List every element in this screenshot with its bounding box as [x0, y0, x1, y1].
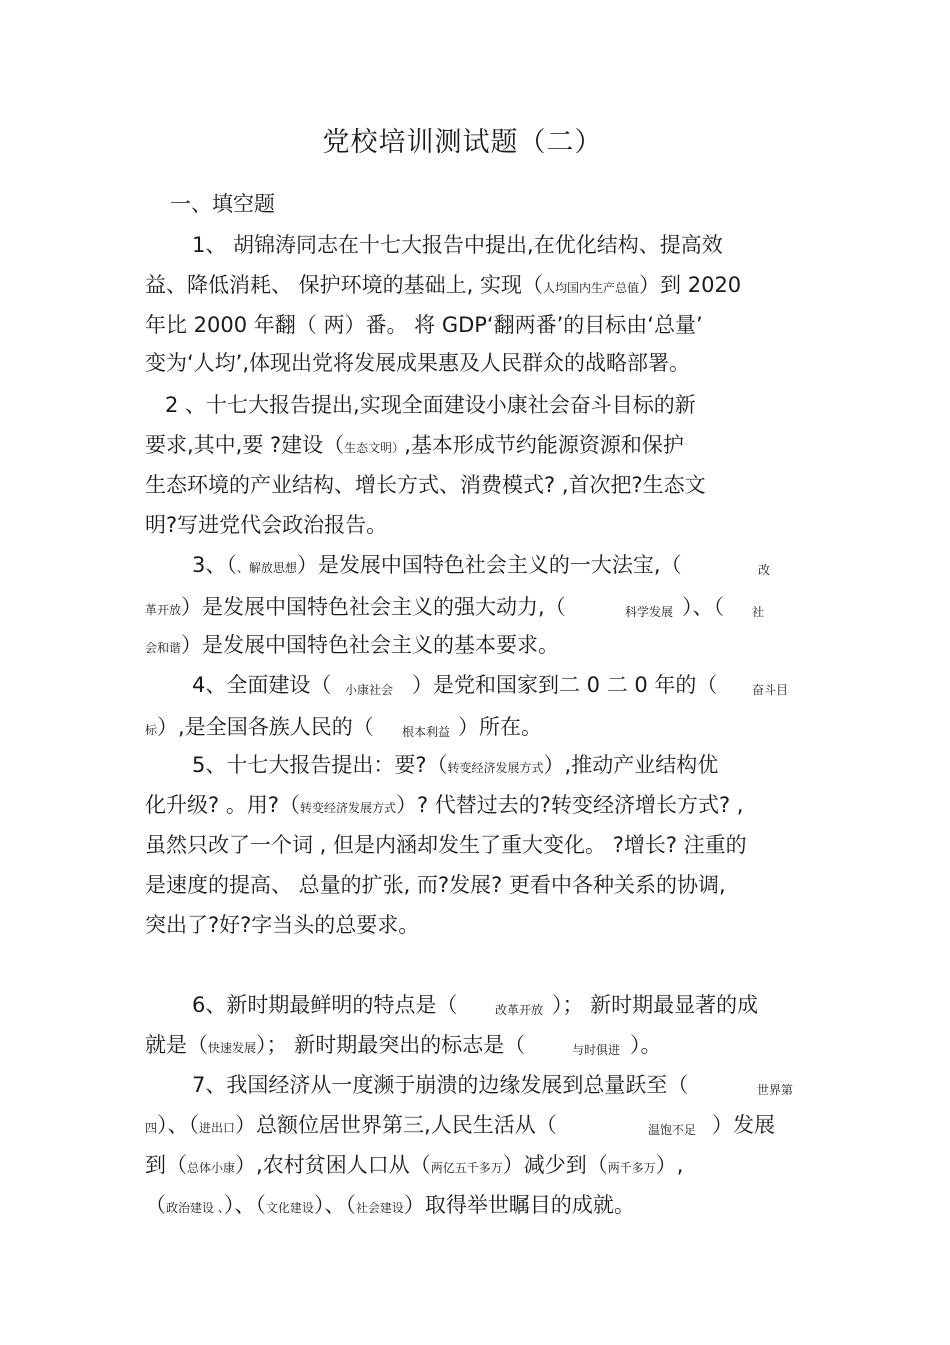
q4-line-2b: ）所在。 [458, 715, 542, 739]
q2-line-1: 2 、十七大报告提出,实现全面建设小康社会奋斗目标的新 [165, 393, 696, 417]
answer: 转变经济发展方式 [299, 801, 396, 815]
q5-line-4: 是速度的提高、 总量的扩张, 而?发展? 更看中各种关系的协调, [145, 873, 726, 897]
answer: 社会建设 [355, 1201, 404, 1215]
answer: 生态文明） [344, 441, 405, 455]
q7-line-3: 到（总体小康）,农村贫困人口从（两亿五千多万）减少到（两千多万）, [145, 1153, 684, 1177]
answer: 总体小康 [187, 1161, 236, 1175]
answer: 转变经济发展方式 [447, 761, 544, 775]
q6-answer-1: 改革开放 [495, 1003, 544, 1017]
q2-line-3: 生态环境的产业结构、增长方式、消费模式? ,首次把?生态文 [145, 473, 706, 497]
answer: 四 [145, 1121, 158, 1135]
q4-line-1b: ）是党和国家到二 0 二 0 年的（ [412, 673, 718, 697]
q7-answer-3: 温饱不足 [648, 1123, 697, 1137]
q5-line-1: 5、十七大报告提出：要?（转变经济发展方式）,推动产业结构优 [192, 753, 719, 777]
q5-line-2: 化升级? 。用?（转变经济发展方式）? 代替过去的?转变经济增长方式? , [145, 793, 744, 817]
q3-bracket: ）、（ [682, 595, 724, 619]
answer: 快速发展 [208, 1041, 257, 1055]
answer: 、解放思想 [236, 561, 297, 575]
answer: 人均国内生产总值 [543, 281, 640, 295]
q6-line-1b: ）； 新时期最显著的成 [552, 993, 759, 1017]
section-heading: 一、填空题 [170, 192, 275, 216]
q1-line-2: 益、降低消耗、 保护环境的基础上, 实现（人均国内生产总值）到 2020 [145, 273, 742, 297]
q3-line-1: 3、（、解放思想）是发展中国特色社会主义的一大法宝,（ [192, 553, 682, 577]
q7-answer-1-start: 世界第 [757, 1083, 794, 1097]
answer: 两亿五千多万 [430, 1161, 503, 1175]
answer: 两千多万 [607, 1161, 656, 1175]
q1-line-1: 1、 胡锦涛同志在十七大报告中提出,在优化结构、提高效 [192, 233, 723, 257]
q4-answer-1: 小康社会 [345, 683, 394, 697]
q1-line-4: 变为‘人均’,体现出党将发展成果惠及人民群众的战略部署。 [145, 351, 691, 375]
q4-line-1: 4、全面建设（ [192, 673, 332, 697]
q3-answer: 科学发展 [625, 605, 674, 619]
q1-line-3: 年比 2000 年翻（ 两）番。 将 GDP‘翻两番’的目标由‘总量’ [145, 313, 703, 337]
q3-answer-start: 改 [758, 563, 771, 577]
answer: 文化建设 [265, 1201, 314, 1215]
q3-answer-start-2: 社 [752, 605, 765, 619]
q3-line-2: 革开放）是发展中国特色社会主义的强大动力,（ [145, 595, 566, 619]
q4-answer-3: 根本利益 [402, 725, 451, 739]
page-title: 党校培训测试题（二） [322, 127, 603, 158]
answer: 进出口 [199, 1121, 236, 1135]
q2-line-2: 要求,其中,要 ?建设（生态文明）,基本形成节约能源资源和保护 [145, 433, 684, 457]
q7-line-1: 7、我国经济从一度濒于崩溃的边缘发展到总量跃至（ [192, 1073, 689, 1097]
q4-answer-2-start: 奋斗目 [752, 683, 789, 697]
q5-line-3: 虽然只改了一个词 , 但是内涵却发生了重大变化。 ?增长? 注重的 [145, 833, 747, 857]
q5-line-5: 突出了?好?字当头的总要求。 [145, 913, 420, 937]
q6-line-2: 就是（快速发展）； 新时期最突出的标志是（ [145, 1033, 526, 1057]
answer: 政治建设 、 [166, 1201, 224, 1215]
answer: 会和谐 [145, 641, 182, 655]
q4-line-2: 标）,是全国各族人民的（ [145, 715, 374, 739]
q6-end: ）。 [630, 1033, 662, 1057]
q2-line-4: 明?写进党代会政治报告。 [145, 513, 388, 537]
q6-answer-3: 与时俱进 [572, 1043, 621, 1057]
q7-line-4: （政治建设 、）、（文化建设）、（社会建设）取得举世瞩目的成就。 [145, 1193, 635, 1217]
answer: 标 [145, 723, 158, 737]
answer: 革开放 [145, 603, 182, 617]
q6-line-1: 6、新时期最鲜明的特点是（ [192, 993, 458, 1017]
q7-line-2b: ）发展 [712, 1113, 775, 1137]
q3-line-3: 会和谐）是发展中国特色社会主义的基本要求。 [145, 633, 560, 657]
q7-line-2: 四）、（进出口）总额位居世界第三,人民生活从（ [145, 1113, 557, 1137]
